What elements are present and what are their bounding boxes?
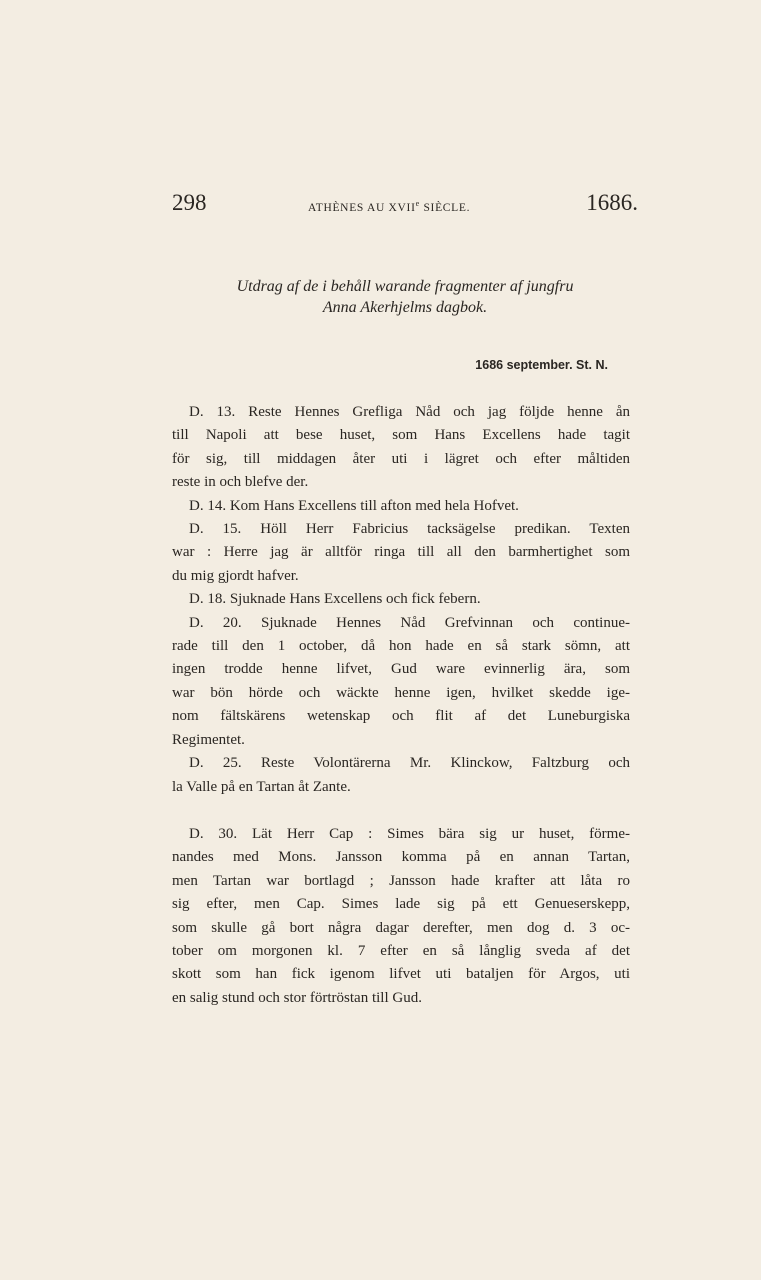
diary-entry — [172, 823, 630, 1010]
entry-line: för sig, till middagen åter uti i lägret och efter måltiden — [172, 450, 630, 467]
page-number: 298 — [172, 190, 207, 215]
entry-line: D. 30. Lät Herr Cap : Simes bära sig ur huset, förme- — [189, 826, 630, 842]
entry-line: reste in och blefve der. — [172, 474, 309, 491]
diary-entry — [172, 518, 630, 588]
diary-entry — [172, 612, 630, 752]
diary-entry — [172, 752, 630, 799]
entry-line: war bön hörde och wäckte henne igen, hvilket skedde ige- — [172, 684, 630, 701]
section-heading — [172, 276, 638, 318]
entry-line: ingen trodde henne lifvet, Gud ware evinnerlig ära, som — [172, 661, 630, 678]
entry-line: en salig stund och stor förtröstan till Gud. — [172, 989, 422, 1006]
heading-line-2: Anna Akerhjelms dagbok. — [322, 299, 488, 316]
heading-line-1: Utdrag af de i behåll warande fragmenter af jungfru — [236, 278, 574, 295]
entry-line: nandes med Mons. Jansson komma på en annan Tartan, — [172, 849, 630, 866]
running-year: 1686. — [586, 190, 638, 215]
entry-line: D. 13. Reste Hennes Grefliga Nåd och jag följde henne ån — [189, 404, 630, 420]
running-title — [308, 199, 470, 214]
entry-line: war : Herre jag är alltför ringa till all den barmhertighet som — [172, 544, 630, 561]
diary-entries-second-block — [172, 823, 630, 1010]
diary-entry — [172, 401, 630, 495]
running-head — [172, 190, 638, 224]
entry-line: D. 14. Kom Hans Excellens till afton med hela Hofvet. — [189, 497, 519, 514]
running-title-suffix: SIÈCLE. — [419, 201, 471, 214]
dateline: 1686 september. St. N. — [475, 358, 608, 372]
diary-entry — [172, 495, 630, 518]
running-title-prefix: ATHÈNES AU XVII — [308, 201, 416, 214]
diary-entries-first-block — [172, 401, 630, 799]
entry-line: men Tartan war bortlagd ; Jansson hade krafter att låta ro — [172, 872, 630, 889]
entry-line: nom fältskärens wetenskap och flit af det Luneburgiska — [172, 708, 630, 725]
entry-line: D. 15. Höll Herr Fabricius tacksägelse predikan. Texten — [189, 521, 630, 538]
entry-line: D. 20. Sjuknade Hennes Nåd Grefvinnan och continue- — [189, 614, 630, 631]
entry-line: som skulle gå bort några dagar derefter, men dog d. 3 oc- — [172, 919, 630, 936]
entry-line: sig efter, men Cap. Simes lade sig på ett Genueserskepp, — [172, 896, 630, 913]
diary-entry — [172, 588, 630, 611]
entry-line: skott som han fick igenom lifvet uti bataljen för Argos, uti — [172, 966, 630, 983]
entry-line: du mig gjordt hafver. — [172, 567, 299, 584]
entry-line: tober om morgonen kl. 7 efter en så långlig sveda af det — [172, 943, 630, 960]
entry-line: Regimentet. — [172, 731, 245, 748]
entry-line: D. 25. Reste Volontärerna Mr. Klinckow, Faltzburg och — [189, 755, 630, 772]
entry-line: D. 18. Sjuknade Hans Excellens och fick febern. — [189, 591, 481, 608]
entry-line: la Valle på en Tartan åt Zante. — [172, 778, 351, 795]
running-title-superscript: e — [415, 199, 420, 208]
entry-line: till Napoli att bese huset, som Hans Excellens hade tagit — [172, 427, 630, 444]
entry-line: rade till den 1 october, då hon hade en så stark sömn, att — [172, 638, 630, 655]
